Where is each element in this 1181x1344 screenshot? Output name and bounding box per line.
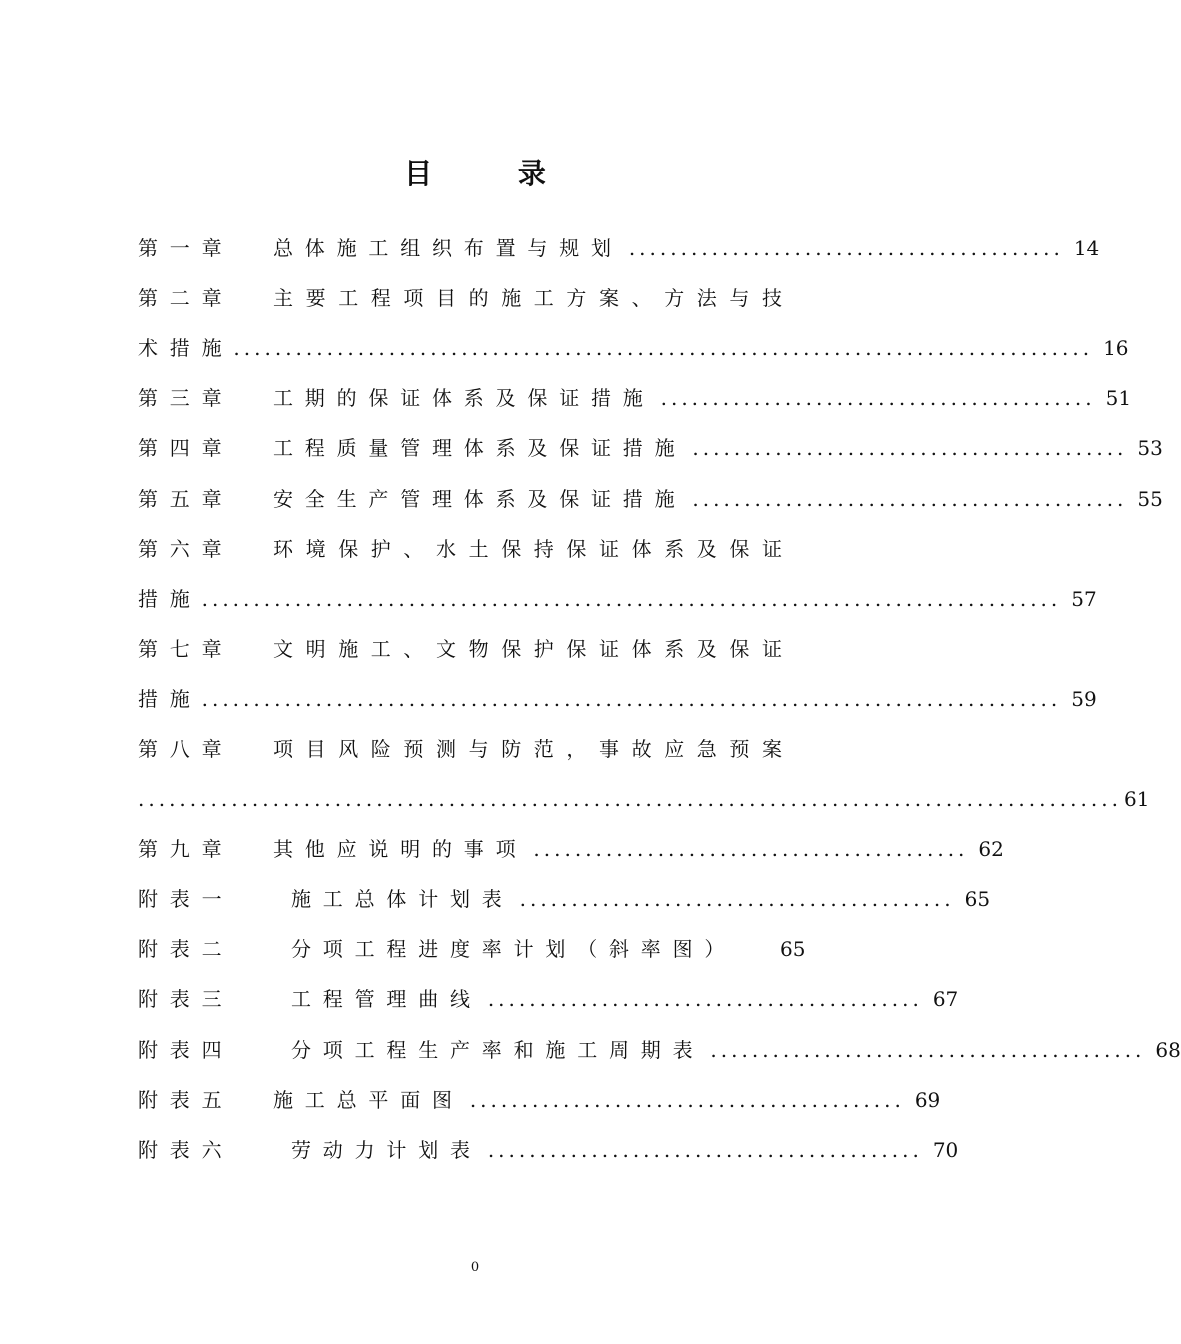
toc-entry-continuation [138, 574, 1097, 624]
toc-chapter: 第八章 [138, 736, 234, 761]
toc-text: 施工总平面图 [273, 1087, 464, 1112]
page-number: 0 [470, 1260, 480, 1275]
toc-page: 57 [1071, 586, 1097, 611]
toc-chapter: 第一章 [138, 236, 234, 261]
toc-page: 14 [1073, 236, 1100, 261]
toc-entry [138, 373, 1132, 423]
toc-page: 67 [932, 987, 959, 1012]
toc-page: 59 [1071, 686, 1097, 711]
toc-entry [138, 273, 804, 323]
toc-entry [138, 423, 1163, 473]
toc-page: 55 [1137, 486, 1163, 511]
toc-page: 61 [1123, 787, 1150, 812]
toc-text: 施工总体计划表 [291, 887, 514, 912]
toc-page: 70 [932, 1137, 959, 1162]
toc-chapter: 第九章 [138, 837, 234, 862]
toc-chapter: 第六章 [138, 536, 234, 561]
toc-entry-continuation [138, 774, 1150, 824]
toc-chapter: 第七章 [138, 636, 234, 661]
toc-chapter: 附表六 [138, 1137, 234, 1162]
toc-entry [138, 974, 959, 1024]
toc-text: 工期的保证体系及保证措施 [273, 386, 655, 411]
toc-text: 环境保护、水土保持保证体系及保证 [273, 536, 795, 561]
toc-page: 53 [1137, 436, 1163, 461]
toc-chapter: 附表五 [138, 1087, 234, 1112]
toc-leader: .......................................... [628, 236, 1064, 261]
toc-leader: .......................................... [710, 1037, 1146, 1062]
toc-entry [138, 1125, 959, 1175]
toc-text: 文明施工、文物保护保证体系及保证 [273, 636, 795, 661]
toc-leader: ............................................................................................... [138, 787, 1122, 812]
toc-leader: .......................................... [469, 1087, 905, 1112]
toc-entry [138, 1025, 1181, 1075]
toc-entry-continuation [138, 674, 1097, 724]
toc-leader: .......................................... [692, 486, 1128, 511]
toc-text: 分项工程生产率和施工周期表 [291, 1037, 705, 1062]
toc-text-cont: 术措施 [138, 336, 234, 361]
toc-text-cont: 措施 [138, 586, 202, 611]
toc-chapter: 附表四 [138, 1037, 234, 1062]
toc-page: 51 [1105, 386, 1132, 411]
toc-text: 工程管理曲线 [291, 987, 482, 1012]
toc-page: 69 [914, 1087, 941, 1112]
toc-text: 劳动力计划表 [291, 1137, 482, 1162]
toc-entry-continuation [138, 323, 1129, 373]
toc-text: 其他应说明的事项 [273, 837, 528, 862]
toc-leader: .......................................... [692, 436, 1128, 461]
toc-entry [138, 1075, 941, 1125]
toc-chapter: 第三章 [138, 386, 234, 411]
toc-entry [138, 724, 804, 774]
toc-title: 目 录 [404, 157, 584, 190]
toc-entry [138, 223, 1100, 273]
toc-leader: ................................................................................... [233, 336, 1094, 361]
toc-leader: .......................................... [533, 837, 969, 862]
toc-text: 项目风险预测与防范，事故应急预案 [273, 736, 795, 761]
toc-leader: .......................................... [660, 386, 1096, 411]
toc-entry [138, 473, 1163, 523]
toc-entry [138, 524, 804, 574]
toc-entry [138, 924, 804, 974]
toc-page: 68 [1155, 1037, 1181, 1062]
toc-text: 总体施工组织布置与规划 [273, 236, 623, 261]
toc-page: 65 [964, 887, 991, 912]
toc-page: 62 [978, 837, 1004, 862]
toc-entry [138, 874, 991, 924]
toc-page: 65 [780, 937, 806, 962]
toc-leader: ................................................................................... [201, 586, 1062, 611]
toc-text: 主要工程项目的施工方案、方法与技 [273, 286, 795, 311]
toc-leader: ................................................................................... [201, 686, 1062, 711]
toc-entry [138, 624, 804, 674]
toc-leader: .......................................... [487, 1137, 923, 1162]
toc-page: 16 [1103, 336, 1129, 361]
toc-chapter: 附表二 [138, 937, 234, 962]
toc-leader: .......................................... [519, 887, 955, 912]
toc-text-cont: 措施 [138, 686, 202, 711]
toc-entry [138, 824, 1004, 874]
toc-text: 分项工程进度率计划（斜率图） [291, 937, 737, 962]
toc-chapter: 附表一 [138, 887, 234, 912]
toc-chapter: 附表三 [138, 987, 234, 1012]
toc-chapter: 第二章 [138, 286, 234, 311]
toc-chapter: 第四章 [138, 436, 234, 461]
toc-text: 工程质量管理体系及保证措施 [273, 436, 687, 461]
table-of-contents [138, 223, 1181, 1175]
toc-chapter: 第五章 [138, 486, 234, 511]
toc-leader: .......................................... [487, 987, 923, 1012]
toc-text: 安全生产管理体系及保证措施 [273, 486, 687, 511]
